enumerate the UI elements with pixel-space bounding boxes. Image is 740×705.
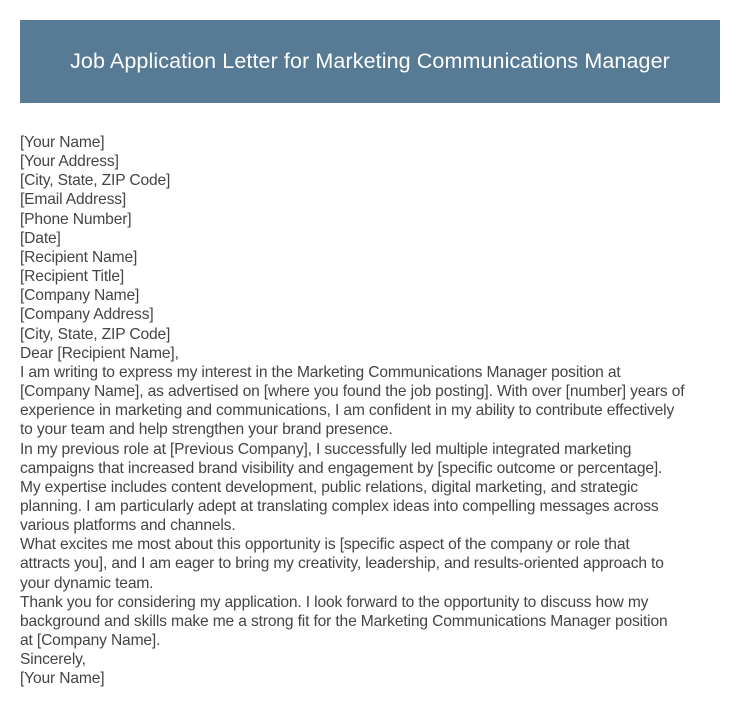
recipient-block bbox=[20, 248, 720, 344]
paragraph-line: attracts you], and I am eager to bring my creativity, leadership, and results-oriented approach to bbox=[20, 555, 664, 573]
paragraph-closing bbox=[20, 593, 720, 650]
sender-address: [Your Address] bbox=[20, 153, 119, 171]
sender-name: [Your Name] bbox=[20, 134, 105, 151]
sender-phone: [Phone Number] bbox=[20, 210, 132, 228]
paragraph-intro bbox=[20, 363, 720, 440]
recipient-address: [Company Address] bbox=[20, 306, 154, 324]
salutation: Dear [Recipient Name], bbox=[20, 344, 179, 362]
closing: Sincerely, bbox=[20, 651, 86, 669]
sender-email: [Email Address] bbox=[20, 191, 127, 209]
paragraph-line: What excites me most about this opportunity is [specific aspect of the company or role that bbox=[20, 536, 630, 554]
paragraph-line: planning. I am particularly adept at translating complex ideas into compelling messages across bbox=[20, 497, 659, 515]
paragraph-line: campaigns that increased brand visibility and engagement by [specific outcome or percentage]. bbox=[20, 459, 663, 477]
paragraph-line: to your team and help strengthen your brand presence. bbox=[20, 421, 393, 439]
letter-date: [Date] bbox=[20, 229, 61, 247]
signature: [Your Name] bbox=[20, 670, 105, 688]
paragraph-line: your dynamic team. bbox=[20, 574, 154, 592]
recipient-name: [Recipient Name] bbox=[20, 248, 138, 266]
title-banner bbox=[20, 20, 720, 103]
paragraph-line: In my previous role at [Previous Company], I successfully led multiple integrated marketing bbox=[20, 440, 632, 458]
paragraph-line: experience in marketing and communications, I am confident in my ability to contribute effectively bbox=[20, 402, 675, 420]
paragraph-line: background and skills make me a strong fit for the Marketing Communications Manager position bbox=[20, 612, 668, 630]
recipient-title: [Recipient Title] bbox=[20, 268, 125, 286]
paragraph-motivation bbox=[20, 535, 720, 592]
sender-city-state-zip: [City, State, ZIP Code] bbox=[20, 172, 171, 190]
paragraph-line: [Company Name], as advertised on [where you found the job posting]. With over [number] years of bbox=[20, 383, 685, 401]
paragraph-line: various platforms and channels. bbox=[20, 517, 236, 535]
sender-block bbox=[20, 133, 720, 229]
paragraph-line: My expertise includes content development, public relations, digital marketing, and strategic bbox=[20, 478, 638, 496]
paragraph-line: I am writing to express my interest in the Marketing Communications Manager position at bbox=[20, 363, 621, 381]
paragraph-experience bbox=[20, 440, 720, 536]
recipient-city-state-zip: [City, State, ZIP Code] bbox=[20, 325, 171, 343]
paragraph-line: Thank you for considering my application. I look forward to the opportunity to discuss how my bbox=[20, 593, 649, 611]
recipient-company: [Company Name] bbox=[20, 287, 140, 305]
paragraph-line: at [Company Name]. bbox=[20, 632, 161, 650]
letter-body bbox=[20, 133, 720, 689]
page-title: Job Application Letter for Marketing Communications Manager bbox=[70, 49, 670, 73]
